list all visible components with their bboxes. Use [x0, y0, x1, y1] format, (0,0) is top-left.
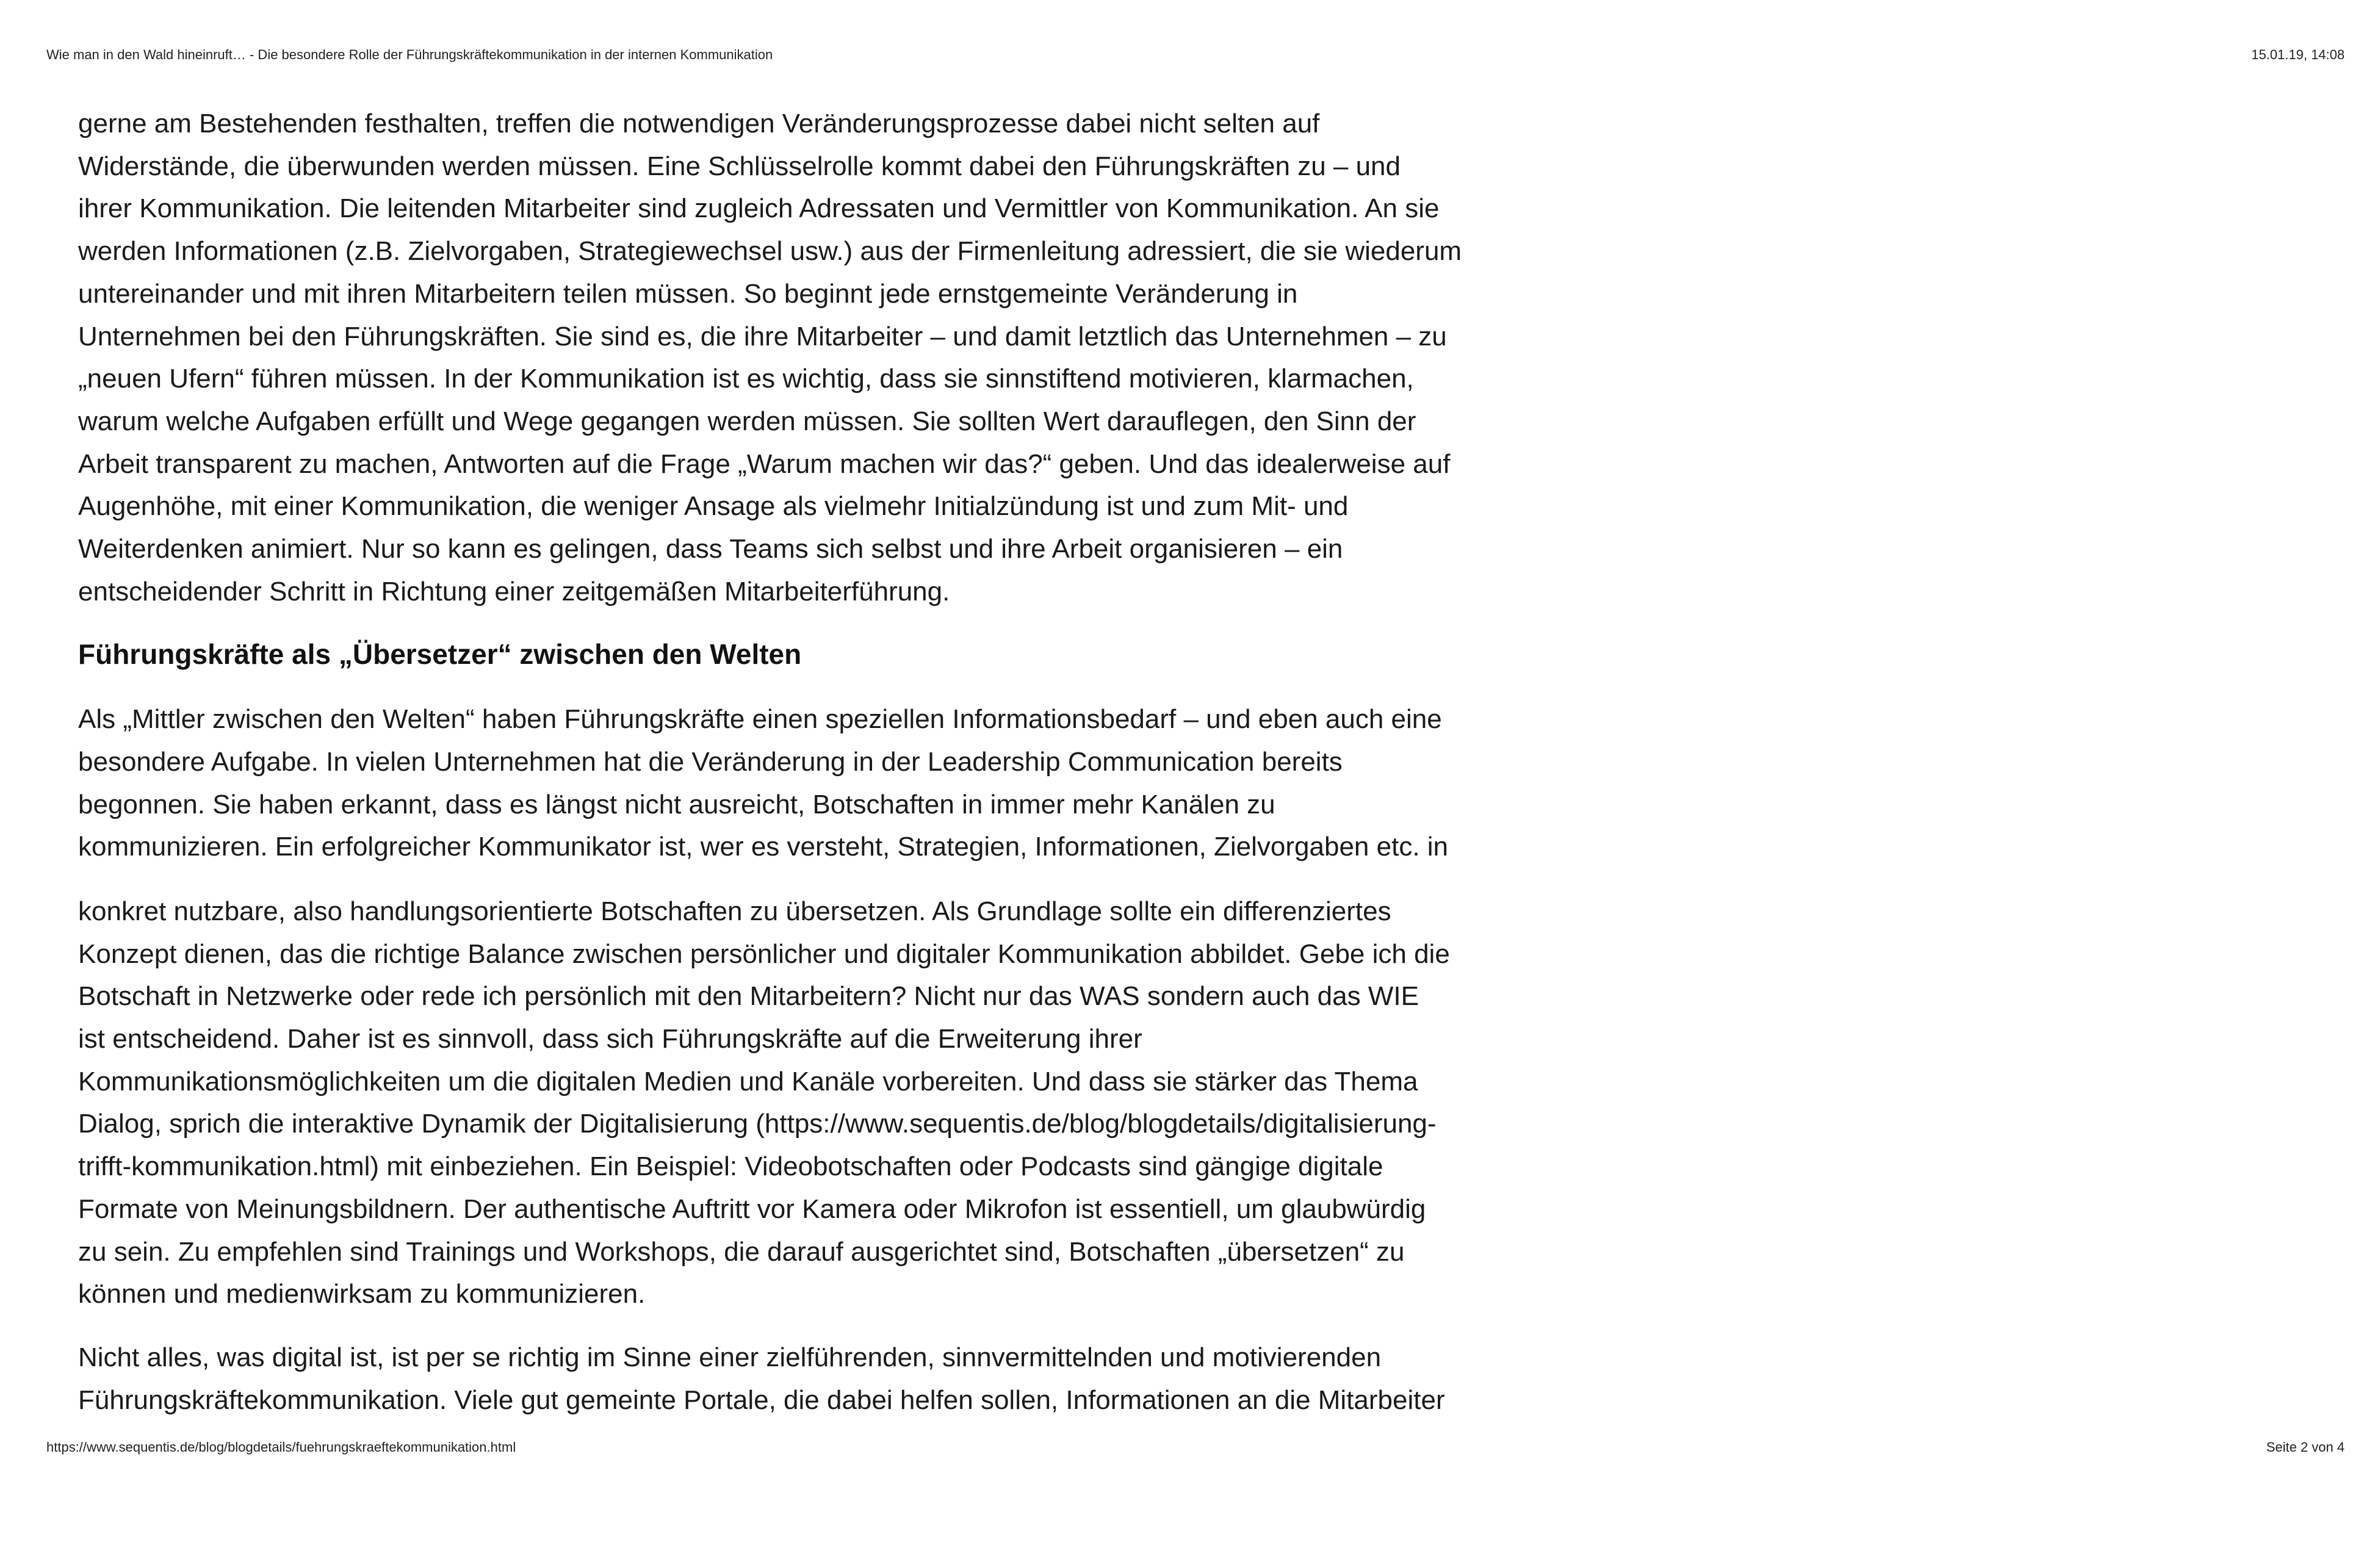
text-line: entscheidender Schritt in Richtung einer zeitgemäßen Mitarbeiterführung.	[78, 576, 950, 607]
page-break-gap	[78, 868, 1469, 890]
paragraph-2-continued	[78, 890, 1469, 1316]
paragraph-3	[78, 1336, 1469, 1414]
text-line: Konzept dienen, das die richtige Balance zwischen persönlicher und digitaler Kommunikation abbildet. Gebe ich die	[78, 938, 1450, 969]
text-line: ist entscheidend. Daher ist es sinnvoll, dass sich Führungskräfte auf die Erweiterung ihrer	[78, 1024, 1142, 1054]
text-line: begonnen. Sie haben erkannt, dass es längst nicht ausreicht, Botschaften in immer mehr Kanälen zu	[78, 789, 1275, 819]
print-footer-url: https://www.sequentis.de/blog/blogdetails/fuehrungskraeftekommunikation.html	[46, 1439, 516, 1455]
text-line: Nicht alles, was digital ist, ist per se richtig im Sinne einer zielführenden, sinnvermittelnden und motivierenden	[78, 1342, 1382, 1372]
text-line: Als „Mittler zwischen den Welten“ haben Führungskräfte einen speziellen Informationsbedarf – und eben auch eine	[78, 704, 1442, 735]
text-line: Kommunikationsmöglichkeiten um die digitalen Medien und Kanäle vorbereiten. Und dass sie stärker das Thema	[78, 1066, 1418, 1097]
text-line: Widerstände, die überwunden werden müssen. Eine Schlüsselrolle kommt dabei den Führungskräften zu – und	[78, 151, 1401, 181]
text-line: Dialog, sprich die interaktive Dynamik der Digitalisierung (https://www.sequentis.de/blog/blogdetails/digitalisierung-	[78, 1109, 1437, 1139]
text-line: können und medienwirksam zu kommunizieren.	[78, 1279, 646, 1309]
text-line: „neuen Ufern“ führen müssen. In der Kommunikation ist es wichtig, dass sie sinnstiftend motivieren, klarmachen,	[78, 364, 1414, 394]
text-line: besondere Aufgabe. In vielen Unternehmen hat die Veränderung in der Leadership Communication bereits	[78, 746, 1343, 777]
text-line: Führungskräftekommunikation. Viele gut gemeinte Portale, die dabei helfen sollen, Informationen an die Mitarbeiter	[78, 1385, 1445, 1414]
text-line: Botschaft in Netzwerke oder rede ich persönlich mit den Mitarbeitern? Nicht nur das WAS sondern auch das WIE	[78, 981, 1419, 1012]
text-line: kommunizieren. Ein erfolgreicher Kommunikator ist, wer es versteht, Strategien, Informationen, Zielvorgaben etc. in	[78, 832, 1449, 862]
text-line: zu sein. Zu empfehlen sind Trainings und Workshops, die darauf ausgerichtet sind, Botschaften „übersetzen“ zu	[78, 1236, 1405, 1267]
text-line: Unternehmen bei den Führungskräften. Sie sind es, die ihre Mitarbeiter – und damit letztlich das Unternehmen – zu	[78, 321, 1447, 351]
text-line: Weiterdenken animiert. Nur so kann es gelingen, dass Teams sich selbst und ihre Arbeit organisieren – ein	[78, 534, 1343, 564]
text-line: ihrer Kommunikation. Die leitenden Mitarbeiter sind zugleich Adressaten und Vermittler von Kommunikation. An sie	[78, 193, 1440, 224]
text-line: untereinander und mit ihren Mitarbeitern teilen müssen. So beginnt jede ernstgemeinte Veränderung in	[78, 278, 1298, 309]
paragraph-2	[78, 698, 1469, 868]
text-line: gerne am Bestehenden festhalten, treffen die notwendigen Veränderungsprozesse dabei nicht selten auf	[78, 109, 1320, 139]
text-line: Arbeit transparent zu machen, Antworten auf die Frage „Warum machen wir das?“ geben. Und das idealerweise auf	[78, 448, 1451, 479]
paragraph-gap	[78, 1316, 1469, 1336]
text-line: werden Informationen (z.B. Zielvorgaben, Strategiewechsel usw.) aus der Firmenleitung adressiert, die sie wiederum	[78, 236, 1462, 267]
print-header-datetime: 15.01.19, 14:08	[2251, 47, 2345, 62]
text-line: Augenhöhe, mit einer Kommunikation, die weniger Ansage als vielmehr Initialzündung ist und zum Mit- und	[78, 491, 1349, 522]
text-line: konkret nutzbare, also handlungsorientierte Botschaften zu übersetzen. Als Grundlage sollte ein differenziertes	[78, 896, 1391, 926]
section-heading: Führungskräfte als „Übersetzer“ zwischen den Welten	[78, 638, 802, 671]
print-header-title: Wie man in den Wald hineinruft… - Die besondere Rolle der Führungskräftekommunikation in der internen Kommunikation	[46, 47, 773, 62]
paragraph-1	[78, 103, 1469, 613]
text-line: Formate von Meinungsbildnern. Der authentische Auftritt vor Kamera oder Mikrofon ist essentiell, um glaubwürdig	[78, 1194, 1426, 1224]
print-footer-page-number: Seite 2 von 4	[2266, 1439, 2345, 1455]
text-line: warum welche Aufgaben erfüllt und Wege gegangen werden müssen. Sie sollten Wert darauflegen, den Sinn der	[78, 406, 1416, 436]
article-body	[78, 103, 1469, 1414]
text-line: trifft-kommunikation.html) mit einbeziehen. Ein Beispiel: Videobotschaften oder Podcasts sind gängige digitale	[78, 1151, 1383, 1182]
